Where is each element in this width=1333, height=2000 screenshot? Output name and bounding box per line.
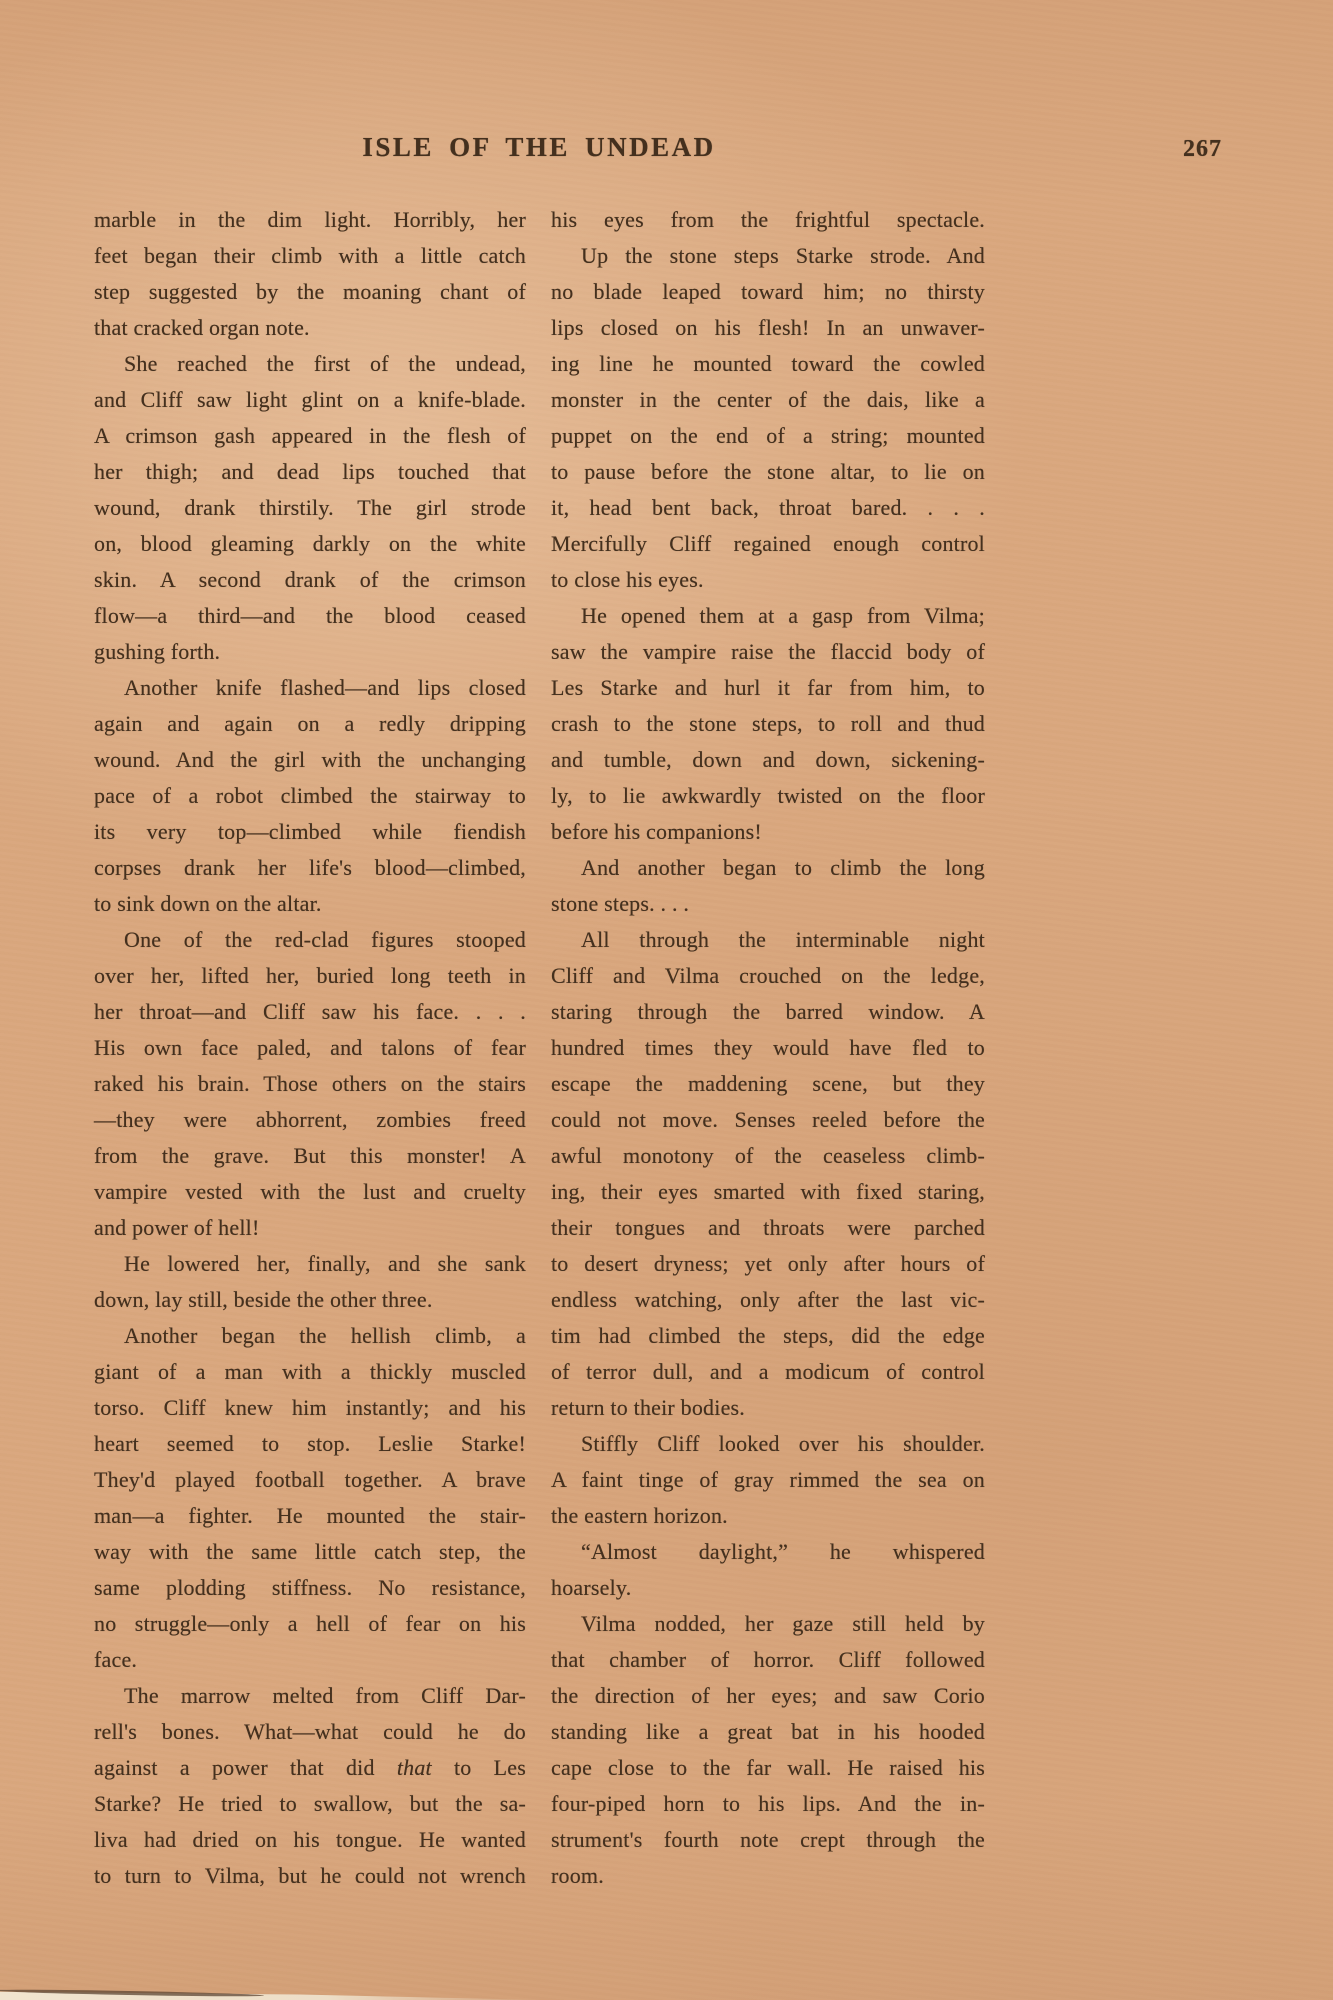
text-line: corpses drank her life's blood—climbed, <box>94 855 526 880</box>
text-line: way with the same little catch step, the <box>94 1539 526 1564</box>
text-line: room. <box>551 1863 604 1888</box>
text-line: feet began their climb with a little catch <box>94 243 526 268</box>
text-line: Starke? He tried to swallow, but the sa- <box>94 1791 526 1816</box>
text-line: that cracked organ note. <box>94 315 310 340</box>
text-line: could not move. Senses reeled before the <box>551 1107 985 1132</box>
text-line: to close his eyes. <box>551 567 704 592</box>
text-line: torso. Cliff knew him instantly; and his <box>94 1395 526 1420</box>
text-line: hundred times they would have fled to <box>551 1035 985 1060</box>
text-line: man—a fighter. He mounted the stair- <box>94 1503 526 1528</box>
text-line: vampire vested with the lust and cruelty <box>94 1179 526 1204</box>
text-line: tim had climbed the steps, did the edge <box>551 1323 985 1348</box>
page-header <box>94 130 984 170</box>
text-line: saw the vampire raise the flaccid body of <box>551 639 985 664</box>
text-line: All through the interminable night <box>581 927 985 952</box>
text-line: on, blood gleaming darkly on the white <box>94 531 526 556</box>
text-line: A crimson gash appeared in the flesh of <box>94 423 526 448</box>
text-line: He lowered her, finally, and she sank <box>124 1251 526 1276</box>
text-line: again and again on a redly dripping <box>94 711 526 736</box>
paragraph <box>551 202 985 238</box>
text-line: cape close to the far wall. He raised his <box>551 1755 985 1780</box>
text-line: and tumble, down and down, sickening- <box>551 747 985 772</box>
text-line: Another knife flashed—and lips closed <box>124 675 526 700</box>
text-line: her thigh; and dead lips touched that <box>94 459 526 484</box>
paragraph <box>551 1534 985 1606</box>
text-line: gushing forth. <box>94 639 221 664</box>
text-line: And another began to climb the long <box>581 855 985 880</box>
column-right <box>551 202 985 1894</box>
text-line: awful monotony of the ceaseless climb- <box>551 1143 985 1168</box>
text-line: return to their bodies. <box>551 1395 745 1420</box>
text-line: crash to the stone steps, to roll and thud <box>551 711 985 736</box>
text-line: ing line he mounted toward the cowled <box>551 351 985 376</box>
text-line: Les Starke and hurl it far from him, to <box>551 675 985 700</box>
text-line: wound, drank thirstily. The girl strode <box>94 495 526 520</box>
text-line: skin. A second drank of the crimson <box>94 567 526 592</box>
text-line: escape the maddening scene, but they <box>551 1071 985 1096</box>
text-line: their tongues and throats were parched <box>551 1215 985 1240</box>
paragraph <box>94 670 526 922</box>
paragraph <box>94 346 526 670</box>
text-line: to turn to Vilma, but he could not wrench <box>94 1863 526 1888</box>
text-line: face. <box>94 1647 138 1672</box>
text-line: stone steps. . . . <box>551 891 690 916</box>
text-line: no blade leaped toward him; no thirsty <box>551 279 985 304</box>
text-line: A faint tinge of gray rimmed the sea on <box>551 1467 985 1492</box>
text-line: lips closed on his flesh! In an unwaver- <box>551 315 985 340</box>
text-line: Up the stone steps Starke strode. And <box>581 243 985 268</box>
text-line: four-piped horn to his lips. And the in- <box>551 1791 985 1816</box>
text-line: its very top—climbed while fiendish <box>94 819 526 844</box>
paragraph <box>551 1606 985 1894</box>
text-line: Stiffly Cliff looked over his shoulder. <box>581 1431 985 1456</box>
text-line: puppet on the end of a string; mounted <box>551 423 985 448</box>
text-line: “Almost daylight,” he whispered <box>581 1539 985 1564</box>
text-line: His own face paled, and talons of fear <box>94 1035 526 1060</box>
text-line: and power of hell! <box>94 1215 260 1240</box>
paragraph <box>94 202 526 346</box>
paragraph <box>94 1678 526 1894</box>
text-line: against a power that did that to Les <box>94 1755 526 1780</box>
column-left <box>94 202 526 1894</box>
text-line: that chamber of horror. Cliff followed <box>551 1647 985 1672</box>
paragraph <box>551 922 985 1426</box>
text-line: —they were abhorrent, zombies freed <box>94 1107 526 1132</box>
page-number: 267 <box>1183 136 1222 162</box>
text-line: flow—a third—and the blood ceased <box>94 603 526 628</box>
text-line: to desert dryness; yet only after hours of <box>551 1251 985 1276</box>
text-line: monster in the center of the dais, like a <box>551 387 985 412</box>
paragraph <box>551 850 985 922</box>
text-line: no struggle—only a hell of fear on his <box>94 1611 526 1636</box>
text-line: heart seemed to stop. Leslie Starke! <box>94 1431 526 1456</box>
text-line: strument's fourth note crept through the <box>551 1827 985 1852</box>
paragraph <box>551 1426 985 1534</box>
text-line: of terror dull, and a modicum of control <box>551 1359 985 1384</box>
text-line: it, head bent back, throat bared. . . . <box>551 495 985 520</box>
text-line: rell's bones. What—what could he do <box>94 1719 526 1744</box>
text-line: down, lay still, beside the other three. <box>94 1287 433 1312</box>
running-title: ISLE OF THE UNDEAD <box>362 132 716 162</box>
text-line: pace of a robot climbed the stairway to <box>94 783 526 808</box>
text-line: He opened them at a gasp from Vilma; <box>581 603 985 628</box>
text-line: same plodding stiffness. No resistance, <box>94 1575 526 1600</box>
text-line: standing like a great bat in his hooded <box>551 1719 985 1744</box>
text-line: One of the red-clad figures stooped <box>124 927 526 952</box>
text-line: ing, their eyes smarted with fixed staring, <box>551 1179 985 1204</box>
text-line: staring through the barred window. A <box>551 999 985 1024</box>
paragraph <box>551 238 985 598</box>
text-line: endless watching, only after the last vic- <box>551 1287 985 1312</box>
text-line: Cliff and Vilma crouched on the ledge, <box>551 963 985 988</box>
text-line: before his companions! <box>551 819 762 844</box>
text-line: his eyes from the frightful spectacle. <box>551 207 985 232</box>
text-line: raked his brain. Those others on the stairs <box>94 1071 526 1096</box>
text-line: to sink down on the altar. <box>94 891 322 916</box>
text-line: from the grave. But this monster! A <box>94 1143 526 1168</box>
text-line: over her, lifted her, buried long teeth in <box>94 963 526 988</box>
paragraph <box>94 1246 526 1318</box>
text-line: The marrow melted from Cliff Dar- <box>124 1683 526 1708</box>
text-line: marble in the dim light. Horribly, her <box>94 207 526 232</box>
paragraph <box>551 598 985 850</box>
text-line: giant of a man with a thickly muscled <box>94 1359 526 1384</box>
text-line: Vilma nodded, her gaze still held by <box>581 1611 985 1636</box>
text-line: She reached the first of the undead, <box>124 351 526 376</box>
text-line: her throat—and Cliff saw his face. . . . <box>94 999 526 1024</box>
text-line: step suggested by the moaning chant of <box>94 279 526 304</box>
text-line: Another began the hellish climb, a <box>124 1323 526 1348</box>
text-line: They'd played football together. A brave <box>94 1467 526 1492</box>
text-line: hoarsely. <box>551 1575 632 1600</box>
text-line: liva had dried on his tongue. He wanted <box>94 1827 526 1852</box>
text-line: the eastern horizon. <box>551 1503 728 1528</box>
text-line: ly, to lie awkwardly twisted on the floor <box>551 783 985 808</box>
paragraph <box>94 1318 526 1678</box>
text-line: to pause before the stone altar, to lie on <box>551 459 985 484</box>
text-line: the direction of her eyes; and saw Corio <box>551 1683 985 1708</box>
paragraph <box>94 922 526 1246</box>
text-line: Mercifully Cliff regained enough control <box>551 531 985 556</box>
text-line: wound. And the girl with the unchanging <box>94 747 526 772</box>
text-line: and Cliff saw light glint on a knife-blade. <box>94 387 526 412</box>
